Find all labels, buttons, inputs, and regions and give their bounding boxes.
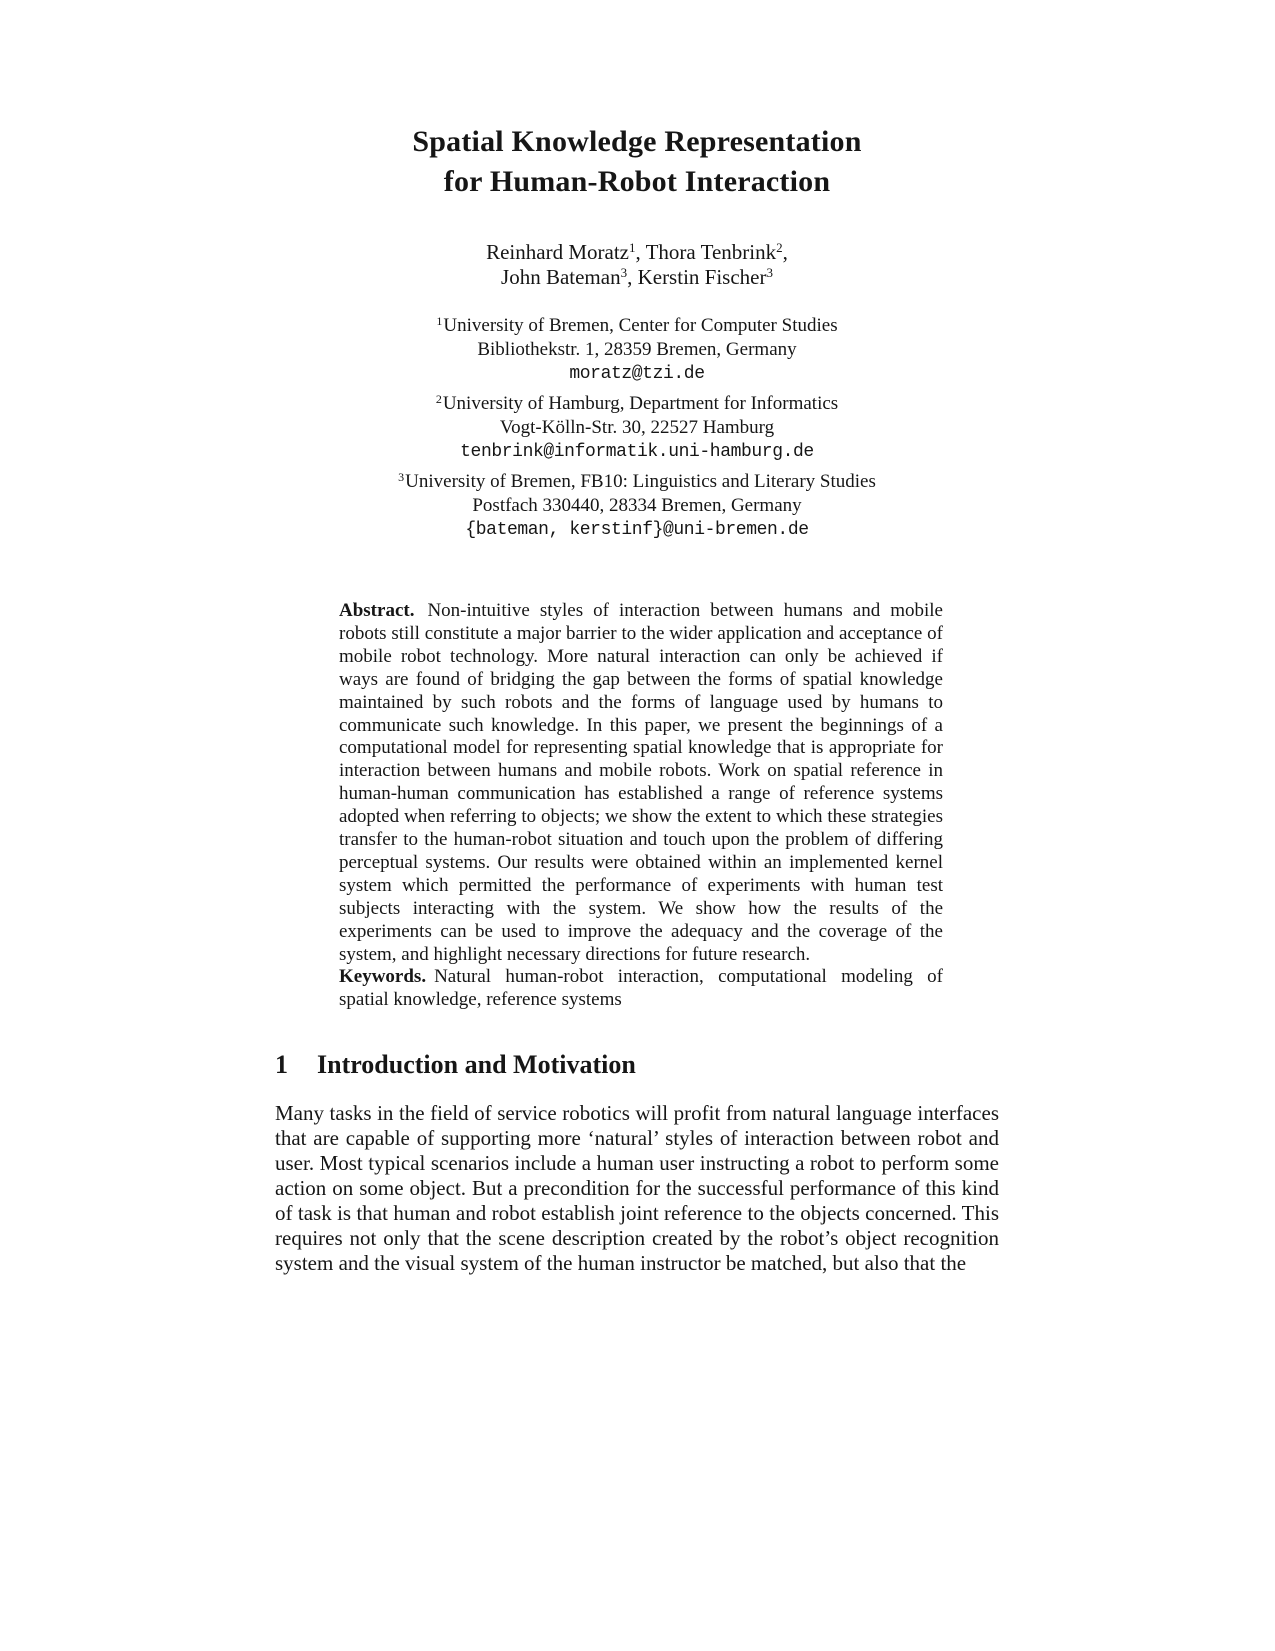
author-name: Reinhard Moratz (486, 240, 629, 264)
author-affiliation-ref: 1 (628, 240, 636, 255)
author-list (275, 240, 999, 290)
affiliation-marker: 2 (435, 392, 442, 406)
affiliation-institution (275, 314, 999, 338)
affiliation-institution (275, 470, 999, 494)
affiliation-3 (275, 470, 999, 542)
paper-title-line2: for Human-Robot Interaction (443, 165, 831, 198)
affiliation-institution-text: University of Hamburg, Department for Informatics (442, 393, 839, 414)
section-1-heading (275, 1049, 999, 1081)
affiliation-institution-text: University of Bremen, Center for Computer Studies (443, 315, 838, 336)
author-name: , Thora Tenbrink (635, 240, 777, 264)
affiliation-address: Vogt-Kölln-Str. 30, 22527 Hamburg (499, 417, 775, 438)
keywords-label: Keywords. (339, 966, 427, 987)
author-affiliation-ref: 3 (620, 265, 628, 280)
author-name: , Kerstin Fischer (627, 265, 767, 289)
author-affiliation-ref: 3 (766, 265, 773, 280)
affiliation-email: {bateman, kerstinf}@uni-bremen.de (465, 520, 809, 540)
affiliation-institution-text: University of Bremen, FB10: Linguistics and Literary Studies (405, 471, 876, 492)
author-affiliation-ref: 2 (776, 240, 783, 255)
affiliation-institution (275, 392, 999, 416)
affiliation-address: Bibliothekstr. 1, 28359 Bremen, Germany (477, 339, 797, 360)
affiliation-2 (275, 392, 999, 464)
affiliation-address: Postfach 330440, 28334 Bremen, Germany (472, 495, 802, 516)
section-1-paragraph: Many tasks in the field of service robotics will profit from natural language interfaces that are capable of supporting more ‘natural’ styles of interaction between robot and user. Most typical scenarios include a human user instructing a robot to perform some action on some object. But a precondition for the successful performance of this kind of task is that human and robot establish joint reference to the objects concerned. This requires not only that the scene description created by the robot’s object recognition system and the visual system of the human instructor be matched, but also that the (275, 1101, 999, 1275)
author-line-1 (275, 240, 999, 265)
paper-title (275, 122, 999, 202)
author-line-separator: , (782, 240, 788, 264)
affiliation-email: moratz@tzi.de (569, 364, 705, 384)
abstract-text: Non-intuitive styles of interaction between humans and mobile robots still constitute a major barrier to the wider application and acceptance of mobile robot technology. More natural interaction can only be achieved if ways are found of bridging the gap between the forms of spatial knowledge maintained by such robots and the forms of language used by humans to communicate such knowledge. In this paper, we present the beginnings of a computational model for representing spatial knowledge that is appropriate for interaction between humans and mobile robots. Work on spatial reference in human-human communication has established a range of reference systems adopted when referring to objects; we show the extent to which these strategies transfer to the human-robot situation and touch upon the problem of differing perceptual systems. Our results were obtained within an implemented kernel system which permitted the performance of experiments with human test subjects interacting with the system. We show how the results of the experiments can be used to improve the adequacy and the coverage of the system, and highlight necessary directions for future research. (339, 600, 943, 965)
abstract-label: Abstract. (339, 600, 415, 621)
section-number: 1 (275, 1050, 288, 1079)
keywords-text: Natural human-robot interaction, computational modeling of spatial knowledge, reference systems (339, 966, 943, 1010)
affiliation-marker: 3 (398, 470, 405, 484)
affiliation-1 (275, 314, 999, 386)
section-title: Introduction and Motivation (317, 1050, 636, 1079)
affiliation-email: tenbrink@informatik.uni-hamburg.de (460, 442, 814, 462)
author-line-2 (275, 265, 999, 290)
keywords (339, 965, 943, 1011)
paper-title-line1: Spatial Knowledge Representation (412, 125, 862, 158)
abstract (339, 600, 943, 967)
affiliation-marker: 1 (436, 314, 443, 328)
author-name: John Bateman (501, 265, 621, 289)
